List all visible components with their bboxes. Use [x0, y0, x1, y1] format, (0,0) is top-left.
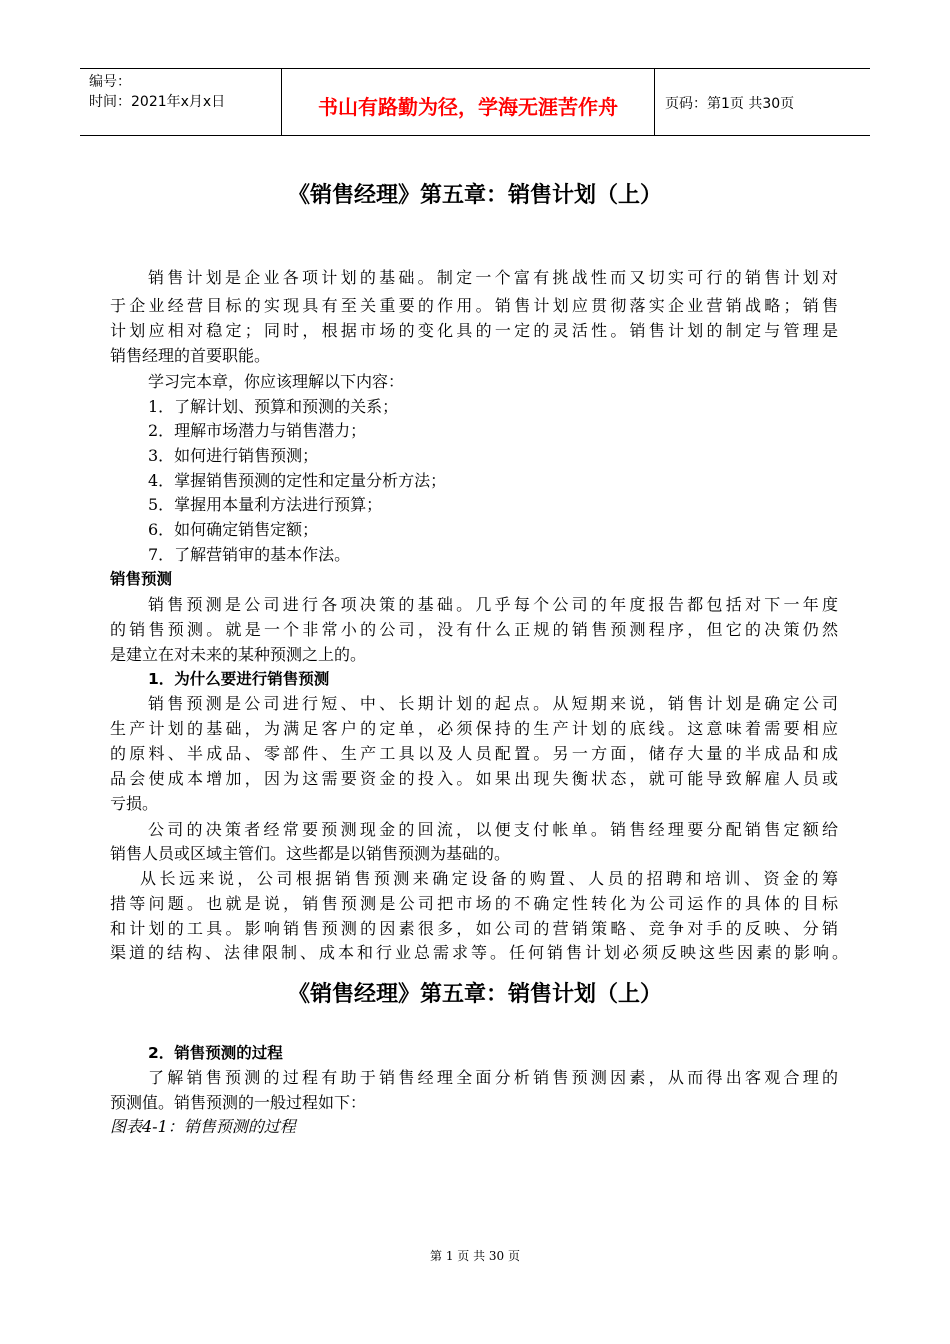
- why-para3-line: 和计划的工具。影响销售预测的因素很多，如公司的营销策略、竞争对手的反映、分销: [110, 919, 838, 938]
- page-title: 《销售经理》第五章：销售计划（上）: [287, 183, 662, 208]
- objective-item: 7．了解营销审的基本作法。: [148, 545, 351, 564]
- section-heading-forecast: 销售预测: [110, 570, 173, 588]
- intro-line-1: 销售计划是企业各项计划的基础。制定一个富有挑战性而又切实可行的销售计划对: [148, 268, 838, 287]
- figure-caption: 图表4-1：销售预测的过程: [110, 1117, 296, 1136]
- objective-item: 5．掌握用本量利方法进行预算；: [148, 495, 383, 514]
- why-para1-line: 亏损。: [110, 794, 159, 813]
- forecast-line-3: 是建立在对未来的某种预测之上的。: [110, 645, 367, 664]
- header-table: [80, 68, 870, 136]
- header-motto: 书山有路勤为径，学海无涯苦作舟: [282, 69, 655, 135]
- header-page-info: 页码：第1页 共30页: [665, 96, 795, 112]
- why-para1-line: 的原料、半成品、零部件、生产工具以及人员配置。另一方面，储存大量的半成品和成: [110, 744, 838, 763]
- subsection-heading-process: 2．销售预测的过程: [148, 1044, 283, 1062]
- objective-item: 3．如何进行销售预测；: [148, 446, 319, 465]
- objective-item: 6．如何确定销售定额；: [148, 520, 319, 539]
- objective-item: 4．掌握销售预测的定性和定量分析方法；: [148, 471, 447, 490]
- document-number-label: 编号：: [89, 74, 131, 90]
- header-meta-cell: [80, 69, 282, 135]
- objectives-intro: 学习完本章，你应该理解以下内容：: [148, 372, 405, 391]
- process-line-2: 预测值。销售预测的一般过程如下：: [110, 1093, 367, 1112]
- why-para1-line: 生产计划的基础，为满足客户的定单，必须保持的生产计划的底线。这意味着需要相应: [110, 719, 838, 738]
- intro-line-4: 销售经理的首要职能。: [110, 346, 271, 365]
- why-para2-line: 公司的决策者经常要预测现金的回流，以便支付帐单。销售经理要分配销售定额给: [148, 820, 838, 839]
- intro-line-3: 计划应相对稳定；同时，根据市场的变化具的一定的灵活性。销售计划的制定与管理是: [110, 321, 838, 340]
- intro-line-2: 于企业经营目标的实现具有至关重要的作用。销售计划应贯彻落实企业营销战略；销售: [110, 296, 838, 315]
- why-para1-line: 品会使成本增加，因为这需要资金的投入。如果出现失衡状态，就可能导致解雇人员或: [110, 769, 838, 788]
- process-line-1: 了解销售预测的过程有助于销售经理全面分析销售预测因素，从而得出客观合理的: [148, 1068, 838, 1087]
- why-para3-line: 渠道的结构、法律限制、成本和行业总需求等。任何销售计划必须反映这些因素的影响。: [110, 943, 848, 962]
- page-title-repeat: 《销售经理》第五章：销售计划（上）: [287, 982, 662, 1007]
- why-para2-line: 销售人员或区域主管们。这些都是以销售预测为基础的。: [110, 844, 511, 863]
- forecast-line-1: 销售预测是公司进行各项决策的基础。几乎每个公司的年度报告都包括对下一年度: [148, 595, 838, 614]
- forecast-line-2: 的销售预测。就是一个非常小的公司，没有什么正规的销售预测程序，但它的决策仍然: [110, 620, 838, 639]
- why-para1-line: 销售预测是公司进行短、中、长期计划的起点。从短期来说，销售计划是确定公司: [148, 694, 838, 713]
- objective-item: 2．理解市场潜力与销售潜力；: [148, 421, 367, 440]
- subsection-heading-why: 1．为什么要进行销售预测: [148, 670, 330, 688]
- page-footer: 第 1 页 共 30 页: [430, 1249, 520, 1263]
- why-para3-line: 措等问题。也就是说，销售预测是公司把市场的不确定性转化为公司运作的具体的目标: [110, 894, 838, 913]
- document-date-label: 时间：2021年x月x日: [89, 94, 226, 110]
- objective-item: 1．了解计划、预算和预测的关系；: [148, 397, 399, 416]
- why-para3-line: 从长远来说，公司根据销售预测来确定设备的购置、人员的招聘和培训、资金的筹: [140, 869, 838, 888]
